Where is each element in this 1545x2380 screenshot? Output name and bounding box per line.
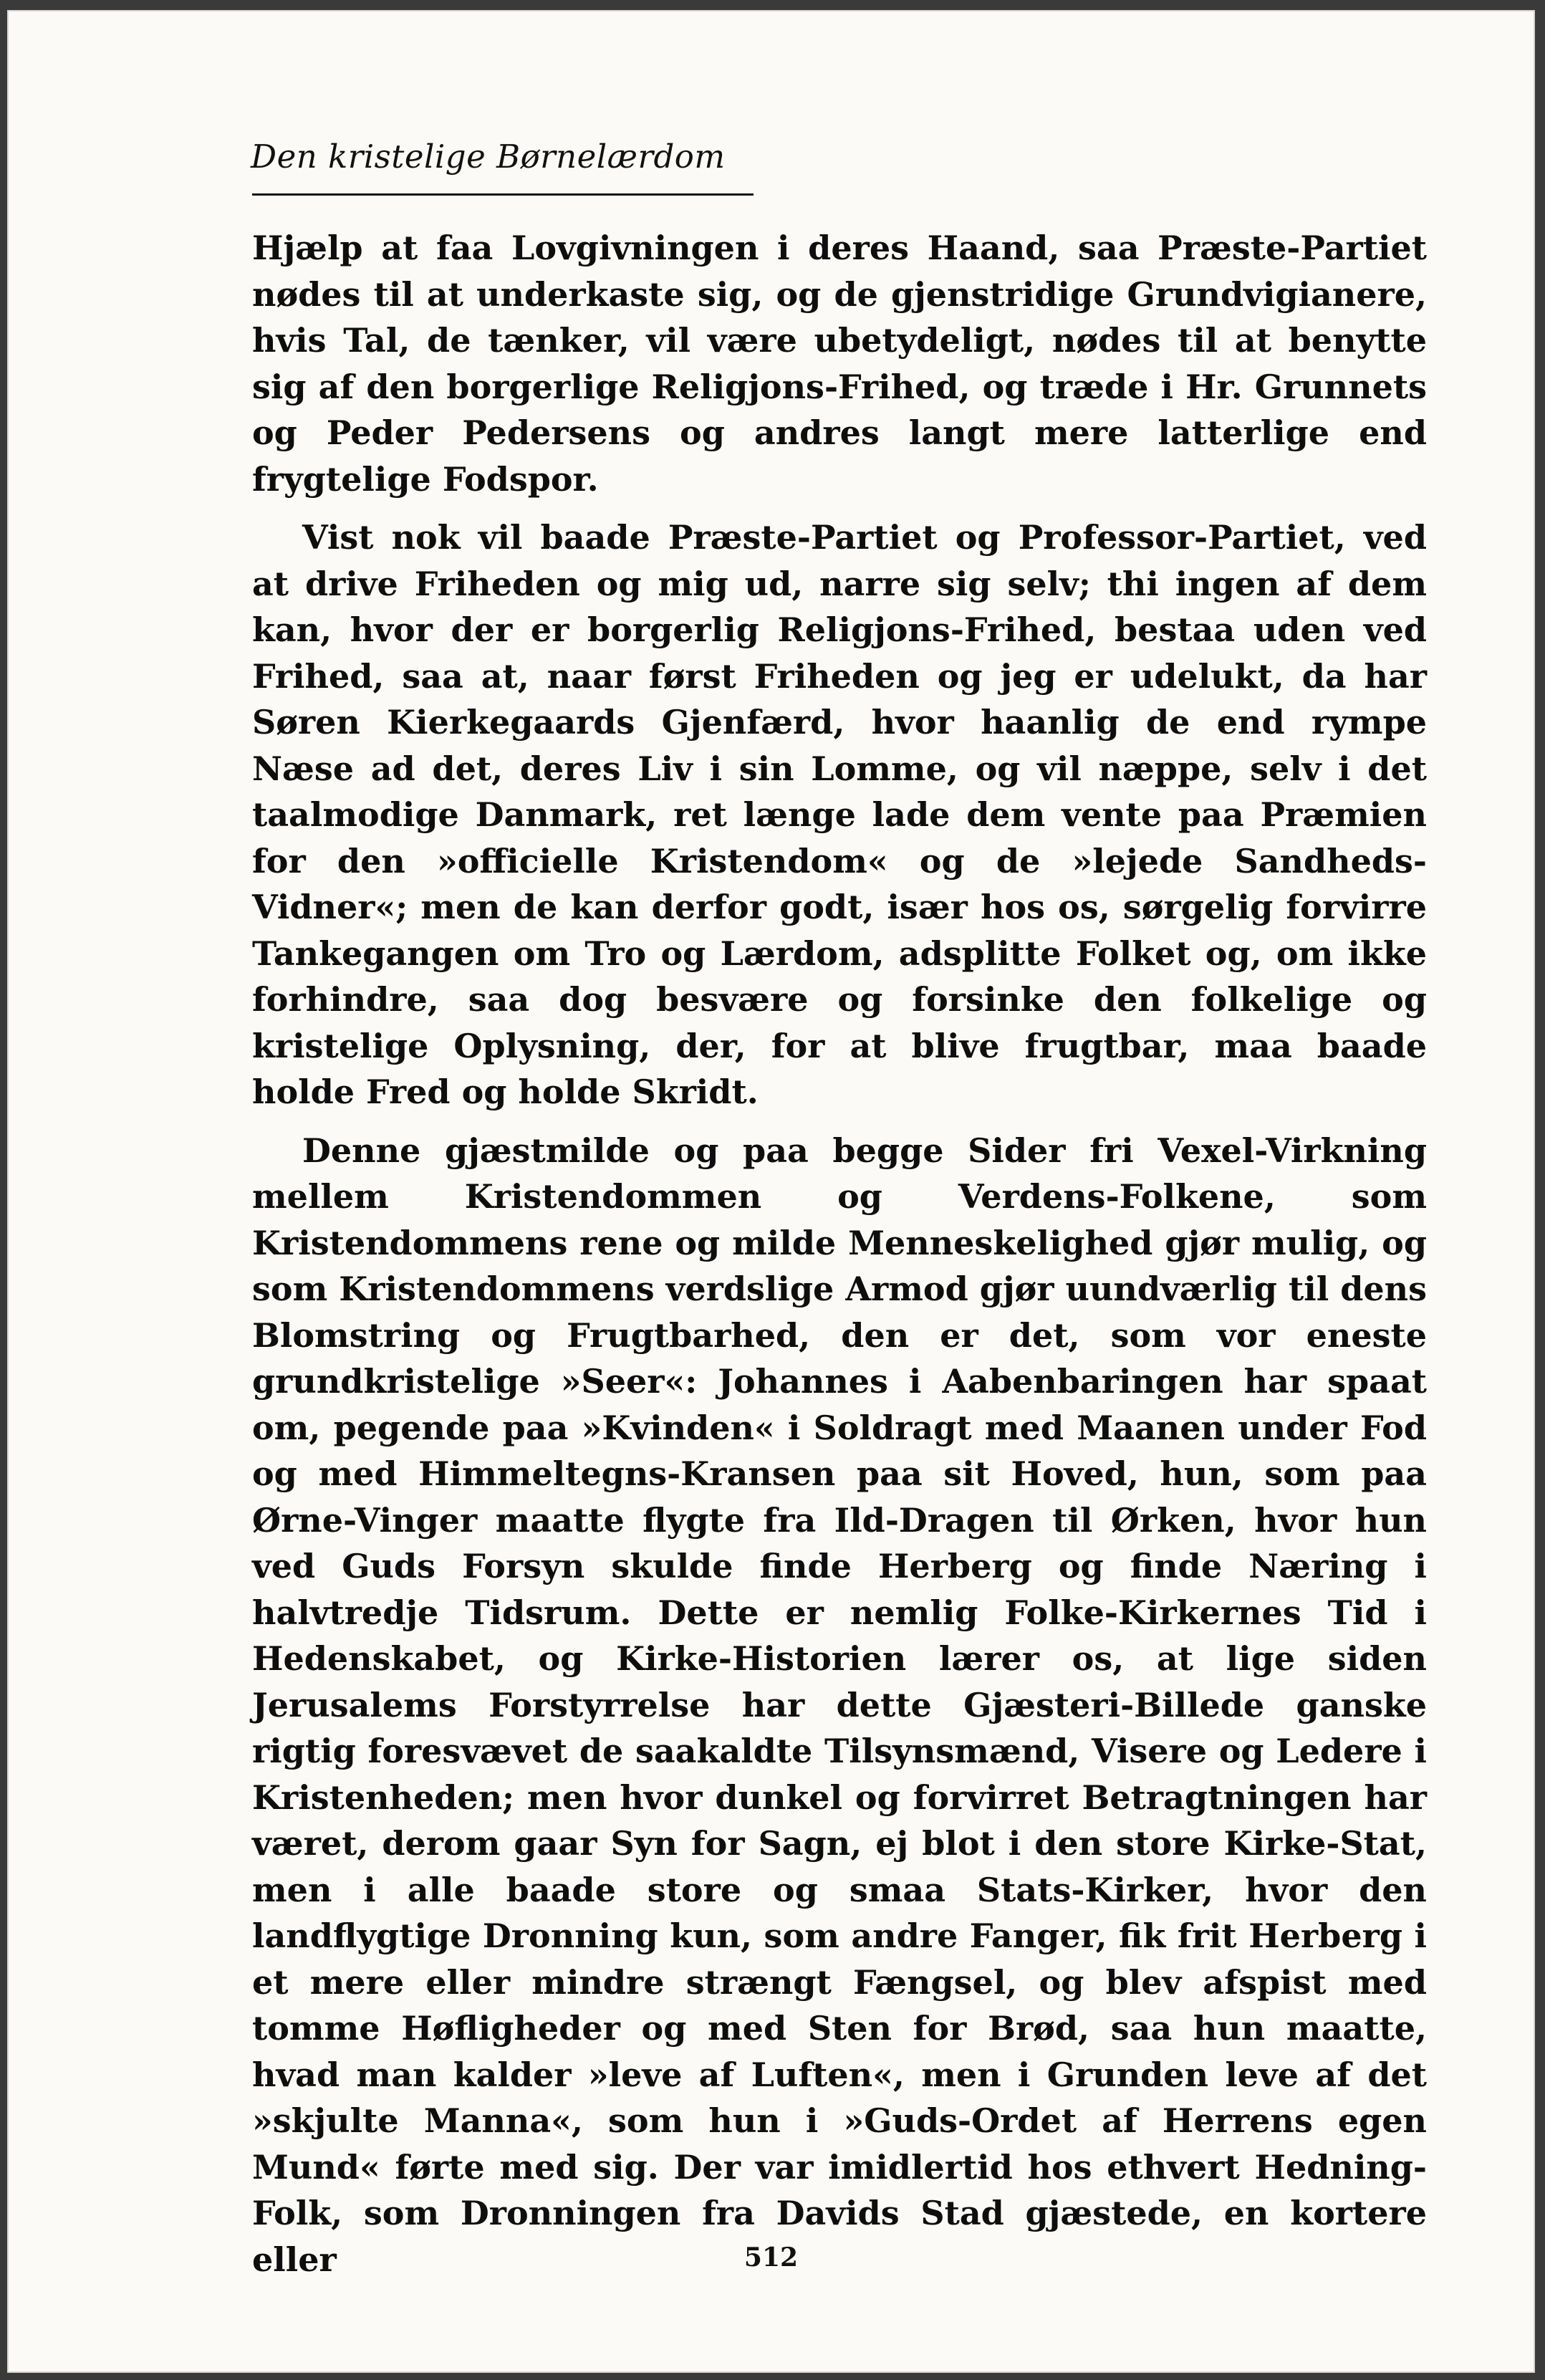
paragraph-continued: Hjælp at faa Lovgivningen i deres Haand, saa Præste-Partiet nødes til at underkaste sig, og de gjenstridige Grundvigianere, hvis Tal, de tænker, vil være ubetydeligt, nødes til at benytte sig af den borgerlige Religjons-Frihed, og træde i Hr. Grunnets og Peder Pedersens og andres langt mere latterlige end frygtelige Fodspor. [252,229,1427,499]
body-text [252,225,1427,2283]
running-header: Den kristelige Børnelærdom [251,138,726,176]
paragraph: Vist nok vil baade Præste-Partiet og Professor-Partiet, ved at drive Friheden og mig ud, narre sig selv; thi ingen af dem kan, hvor der er borgerlig Religjons-Frihed, bestaa uden ved Frihed, saa at, naar først Friheden og jeg er udelukt, da har Søren Kierkegaards Gjenfærd, hvor haanlig de end rympe Næse ad det, deres Liv i sin Lomme, og vil næppe, selv i det taalmodige Danmark, ret længe lade dem vente paa Præmien for den »officielle Kristendom« og de »lejede Sandheds-Vidner«; men de kan derfor godt, især hos os, sørgelig forvirre Tankegangen om Tro og Lærdom, adsplitte Folket og, om ikke forhindre, saa dog besvære og forsinke den folkelige og kristelige Oplysning, der, for at blive frugtbar, maa baade holde Fred og holde Skridt. [252,518,1427,1111]
header-rule [252,193,754,196]
page-number: 512 [743,2242,799,2273]
book-page [7,10,1535,2373]
paragraph: Denne gjæstmilde og paa begge Sider fri Vexel-Virkning mellem Kristendommen og Verdens-Folkene, som Kristendommens rene og milde Menneskelighed gjør mulig, og som Kristendommens verdslige Armod gjør uundværlig til dens Blomstring og Frugtbarhed, den er det, som vor eneste grundkristelige »Seer«: Johannes i Aabenbaringen har spaat om, pegende paa »Kvinden« i Soldragt med Maanen under Fod og med Himmeltegns-Kransen paa sit Hoved, hun, som paa Ørne-Vinger maatte flygte fra Ild-Dragen til Ørken, hvor hun ved Guds Forsyn skulde finde Herberg og finde Næring i halvtredje Tidsrum. Dette er nemlig Folke-Kirkernes Tid i Hedenskabet, og Kirke-Historien lærer os, at lige siden Jerusalems Forstyrrelse har dette Gjæsteri-Billede ganske rigtig foresvævet de saakaldte Tilsynsmænd, Visere og Ledere i Kristenheden; men hvor dunkel og forvirret Betragtningen har været, derom gaar Syn for Sagn, ej blot i den store Kirke-Stat, men i alle baade store og smaa Stats-Kirker, hvor den landflygtige Dronning kun, som andre Fanger, fik frit Herberg i et mere eller mindre strængt Fængsel, og blev afspist med tomme Høfligheder og med Sten for Brød, saa hun maatte, hvad man kalder »leve af Luften«, men i Grunden leve af det »skjulte Manna«, som hun i »Guds-Ordet af Herrens egen Mund« førte med sig. Der var imidlertid hos ethvert Hedning-Folk, som Dronningen fra Davids Stad gjæstede, en kortere eller [252,1131,1427,2279]
